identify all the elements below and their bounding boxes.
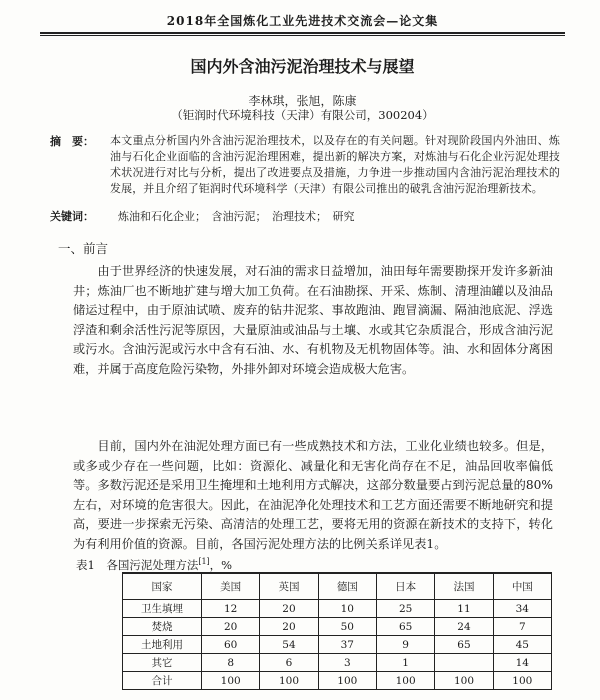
table-cell: 20 xyxy=(260,600,318,618)
paper-affiliation: （钜润时代环境科技（天津）有限公司，300204） xyxy=(171,108,434,122)
table-row-label: 其它 xyxy=(123,654,202,672)
table-cell: 100 xyxy=(376,672,434,690)
table-cell: 45 xyxy=(493,636,551,654)
table-row-label: 土地利用 xyxy=(123,636,202,654)
table-cell: 65 xyxy=(435,636,493,654)
table-row xyxy=(123,654,552,672)
table-cell: 14 xyxy=(493,654,551,672)
table-column-header: 德国 xyxy=(318,573,376,600)
table-row xyxy=(123,636,552,654)
table-column-header: 法国 xyxy=(435,573,493,600)
intro-paragraph-2: 目前，国内外在油泥处理方面已有一些成熟技术和方法，工业化业绩也较多。但是，或多或少存在一些问题，比如：资源化、减量化和无害化尚存在不足，油品回收率偏低等。多数污泥还是采用卫生掩埋和土地利用方式解决，这部分数量要占到污泥总量的80%左右，对环境的危害很大。因此，在油泥净化处理技术和工艺方面还需要不断地研究和提高，要进一步探索无污染、高清洁的处理工艺，要将无用的资源在新技术的支持下，转化为有利用价值的资源。目前，各国污泥处理方法的比例关系详见表1。 xyxy=(73,439,553,551)
table-cell: 9 xyxy=(376,636,434,654)
table-row xyxy=(123,618,552,636)
paper-authors: 李林琪，张旭，陈康 xyxy=(248,94,357,108)
table-cell: 100 xyxy=(318,672,376,690)
intro-paragraph-1: 由于世界经济的快速发展，对石油的需求日益增加，油田每年需要勘探开发许多新油井；炼油厂也不断地扩建与增大加工负荷。在石油勘探、开采、炼制、清理油罐以及油品储运过程中，由于原油试喷、废弃的钻井泥浆、事故跑油、跑冒滴漏、隔油池底泥、浮选浮渣和剩余活性污泥等原因，大量原油或油品与土壤、水或其它杂质混合，形成含油污泥或污水。含油污泥或污水中含有石油、水、有机物及无机物固体等。油、水和固体分离困难，并属于高度危险污染物，外排外卸对环境会造成极大危害。 xyxy=(73,264,553,376)
table-cell: 1 xyxy=(376,654,434,672)
table-cell: 6 xyxy=(260,654,318,672)
table-row-label: 合计 xyxy=(123,672,202,690)
table-row xyxy=(123,600,552,618)
table-column-header: 日本 xyxy=(376,573,434,600)
table-cell: 11 xyxy=(435,600,493,618)
table-cell: 12 xyxy=(202,600,260,618)
running-header: 2018年全国炼化工业先进技术交流会—论文集 xyxy=(166,14,439,28)
table-caption xyxy=(76,557,232,573)
table-row-label: 卫生填埋 xyxy=(123,600,202,618)
keywords-label: 关键词： xyxy=(50,210,94,223)
table-column-header: 中国 xyxy=(493,573,551,600)
header-rule-thin xyxy=(40,35,565,36)
abstract-label: 摘 要： xyxy=(50,135,94,148)
header-rule xyxy=(40,32,565,34)
table-cell: 20 xyxy=(202,618,260,636)
table-cell: 50 xyxy=(318,618,376,636)
table-cell: 54 xyxy=(260,636,318,654)
keywords-text: 炼油和石化企业； 含油污泥； 治理技术； 研究 xyxy=(118,210,355,223)
table-column-header: 美国 xyxy=(202,573,260,600)
table-cell: 20 xyxy=(260,618,318,636)
table-header-row xyxy=(123,573,552,600)
sludge-treatment-table xyxy=(122,572,552,690)
table-cell xyxy=(435,654,493,672)
table-cell: 25 xyxy=(376,600,434,618)
table-cell: 3 xyxy=(318,654,376,672)
table-cell: 60 xyxy=(202,636,260,654)
table-row-label: 焚烧 xyxy=(123,618,202,636)
table-row xyxy=(123,672,552,690)
table-cell: 8 xyxy=(202,654,260,672)
table-cell: 100 xyxy=(493,672,551,690)
table-cell: 65 xyxy=(376,618,434,636)
table-cell: 7 xyxy=(493,618,551,636)
table-caption-text: 表1 各国污泥处理方法 xyxy=(76,558,199,572)
abstract-text: 本文重点分析国内外含油污泥治理技术，以及存在的有关问题。针对现阶段国内外油田、炼油与石化企业面临的含油污泥治理困难，提出新的解决方案，对炼油与石化企业污泥处理技术状况进行对比与分析，提出了改进要点及措施，力争进一步推动国内含油污泥治理技术的发展，并且介绍了钜润时代环境科学（天津）有限公司推出的破乳含油污泥治理新技术。 xyxy=(110,134,560,195)
table-column-header: 英国 xyxy=(260,573,318,600)
table-cell: 100 xyxy=(435,672,493,690)
paper-title: 国内外含油污泥治理技术与展望 xyxy=(190,57,415,76)
section-heading: 一、前言 xyxy=(58,241,109,256)
table-cell: 100 xyxy=(260,672,318,690)
table-cell: 10 xyxy=(318,600,376,618)
table-cell: 100 xyxy=(202,672,260,690)
table-caption-reference: [1] xyxy=(198,557,210,567)
table-cell: 37 xyxy=(318,636,376,654)
table-corner-header: 国家 xyxy=(123,573,202,600)
table-caption-unit: ，% xyxy=(209,558,233,572)
table-cell: 24 xyxy=(435,618,493,636)
table-cell: 34 xyxy=(493,600,551,618)
